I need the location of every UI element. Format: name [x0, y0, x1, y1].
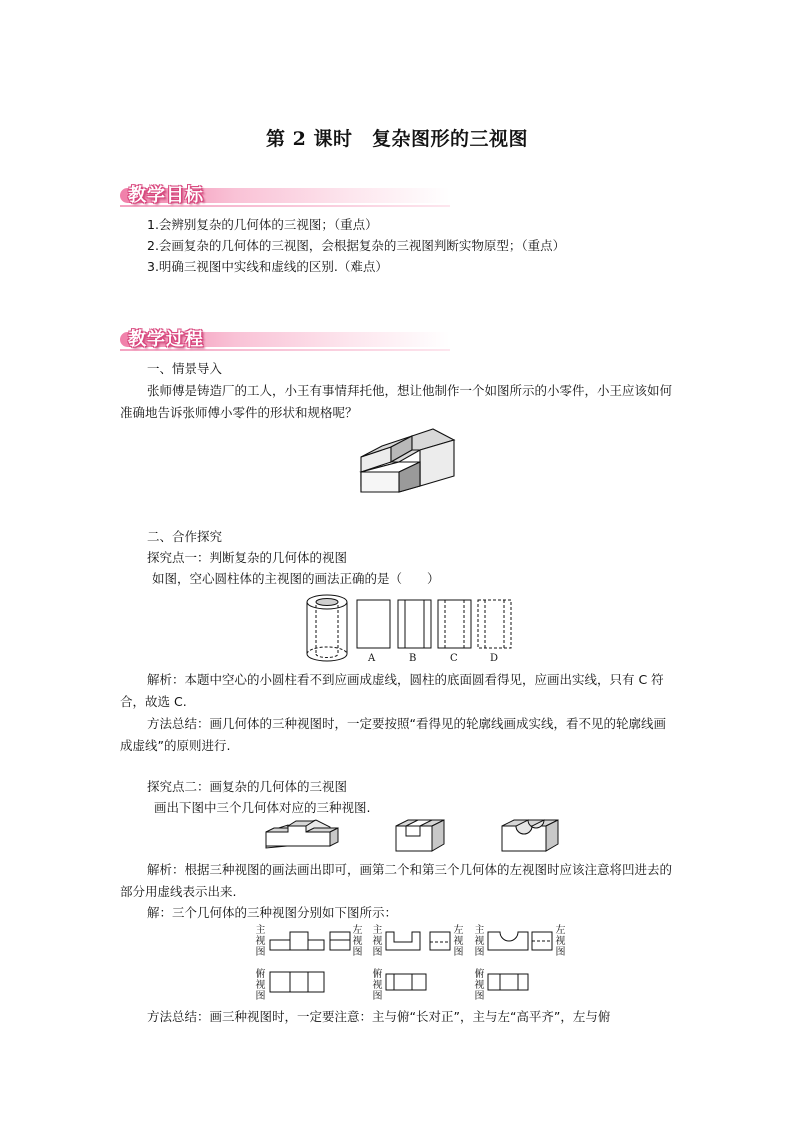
top-view-label-1: 俯视图 — [255, 969, 266, 1002]
main-view-label-2: 主视图 — [372, 925, 383, 958]
step-part-figure — [358, 428, 462, 494]
point2-heading: 探究点二：画复杂的几何体的三视图 — [147, 779, 348, 794]
point2-question: 画出下图中三个几何体对应的三种视图. — [154, 800, 371, 815]
objective-item-1: 1.会辨别复杂的几何体的三视图；（重点） — [147, 217, 378, 232]
section1-text: 张师傅是铸造厂的工人，小王有事情拜托他，想让他制作一个如图所示的小零件，小王应该如何准确地告诉张师傅小零件的形状和规格呢？ — [120, 383, 673, 420]
point1-summary: 方法总结：画几何体的三种视图时，一定要按照“看得见的轮廓线画成实线，看不见的轮廓线画成虚线”的原则进行. — [120, 716, 666, 753]
section2-heading: 二、合作探究 — [147, 529, 223, 544]
left-view-label-3: 左视图 — [555, 925, 566, 958]
point2-solution: 解：三个几何体的三种视图分别如下图所示： — [147, 905, 398, 920]
three-views-diagram — [266, 922, 576, 1002]
objectives-banner — [120, 183, 450, 207]
point1-heading: 探究点一：判断复杂的几何体的视图 — [147, 550, 348, 565]
point2-summary: 方法总结：画三种视图时，一定要注意：主与俯“长对正”，主与左“高平齐”，左与俯 — [147, 1009, 611, 1024]
top-view-label-3: 俯视图 — [474, 969, 485, 1002]
objectives-heading: 教学目标 — [128, 185, 204, 206]
top-view-label-2: 俯视图 — [372, 969, 383, 1002]
point1-question: 如图，空心圆柱体的主视图的画法正确的是（ ） — [152, 571, 440, 586]
process-banner — [120, 327, 450, 351]
main-view-label-1: 主视图 — [255, 925, 266, 958]
main-view-label-3: 主视图 — [474, 925, 485, 958]
left-view-label-2: 左视图 — [453, 925, 464, 958]
section1-heading: 一、情景导入 — [147, 361, 223, 376]
point1-analysis: 解析：本题中空心的小圆柱看不到应画成虚线，圆柱的底面圆看得见，应画出实线，只有 C 符合，故选 C. — [120, 672, 664, 709]
option-d-label: D — [490, 653, 499, 664]
left-view-label-1: 左视图 — [352, 925, 363, 958]
process-heading: 教学过程 — [128, 329, 204, 350]
option-c-label: C — [450, 653, 458, 664]
option-a-label: A — [368, 653, 376, 664]
option-b-label: B — [409, 653, 417, 664]
three-solids-figure — [260, 818, 560, 858]
point2-analysis: 解析：根据三种视图的画法画出即可，画第二个和第三个几何体的左视图时应该注意将凹进去的部分用虚线表示出来. — [120, 862, 673, 899]
objective-item-2: 2.会画复杂的几何体的三视图，会根据复杂的三视图判断实物原型；（重点） — [147, 238, 566, 253]
page-title: 第 2 课时 复杂图形的三视图 — [266, 128, 528, 150]
objective-item-3: 3.明确三视图中实线和虚线的区别.（难点） — [147, 259, 388, 274]
